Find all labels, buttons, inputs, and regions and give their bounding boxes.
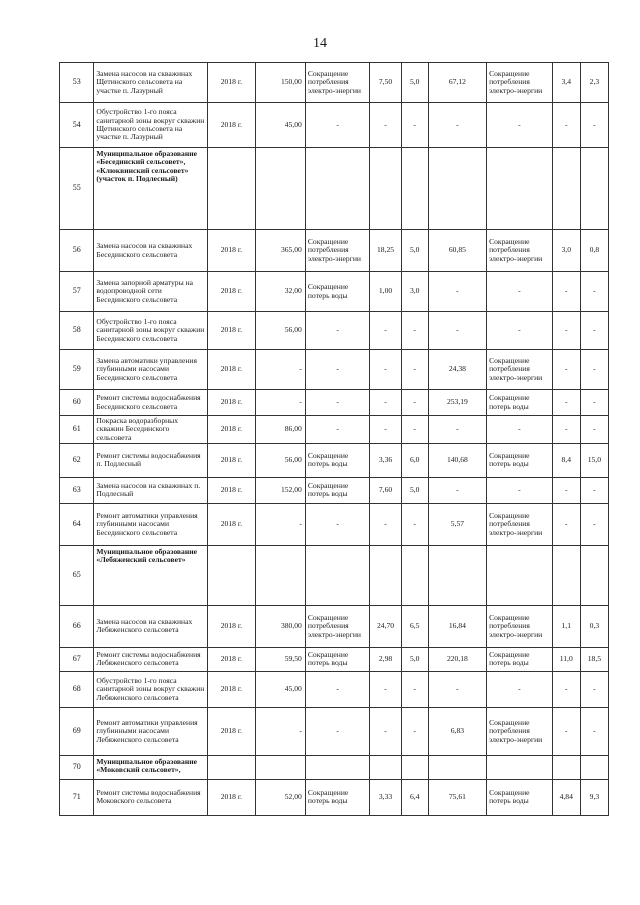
cost-cell: 59,50 [255, 647, 305, 671]
value-cell: 3,36 [370, 443, 401, 477]
value-cell: 3,0 [552, 230, 580, 272]
year-cell [207, 545, 255, 605]
value-cell: - [552, 312, 580, 350]
value-cell [580, 545, 608, 605]
effect-cell [487, 148, 553, 230]
value-cell: - [370, 503, 401, 545]
year-cell: 2018 г. [207, 390, 255, 416]
measure-name: Ремонт автоматики управления глубинными насосами Лебяженского сельсовета [94, 707, 208, 755]
measure-name: Ремонт системы водоснабжения Бесединского сельсовета [94, 390, 208, 416]
year-cell: 2018 г. [207, 63, 255, 103]
row-number: 66 [60, 605, 94, 647]
value-cell: - [552, 272, 580, 312]
table-row [60, 272, 609, 312]
row-number: 65 [60, 545, 94, 605]
value-cell: - [580, 503, 608, 545]
measure-name: Муниципальное образование «Лебяженский сельсовет» [94, 545, 208, 605]
value-cell: 2,3 [580, 63, 608, 103]
value-cell: - [401, 671, 428, 707]
value-cell: 3,4 [552, 63, 580, 103]
cost-cell: 56,00 [255, 312, 305, 350]
value-cell: - [370, 671, 401, 707]
effect-cell [305, 755, 370, 779]
value-cell [428, 545, 486, 605]
value-cell: - [401, 312, 428, 350]
year-cell: 2018 г. [207, 671, 255, 707]
year-cell: 2018 г. [207, 503, 255, 545]
effect-cell: Сокращение потерь воды [305, 779, 370, 815]
value-cell: 6,83 [428, 707, 486, 755]
effect-cell: - [487, 671, 553, 707]
table-row [60, 312, 609, 350]
value-cell: 18,5 [580, 647, 608, 671]
value-cell [552, 545, 580, 605]
measure-name: Замена насосов на скважинах Щетинского сельсовета на участке п. Лазурный [94, 63, 208, 103]
year-cell: 2018 г. [207, 707, 255, 755]
measure-name: Замена запорной арматуры на водопроводной сети Бесединского сельсовета [94, 272, 208, 312]
year-cell: 2018 г. [207, 103, 255, 148]
effect-cell: Сокращение потребления электро-энергии [487, 707, 553, 755]
value-cell: - [552, 671, 580, 707]
value-cell: 5,0 [401, 647, 428, 671]
value-cell: 140,68 [428, 443, 486, 477]
value-cell: 1,1 [552, 605, 580, 647]
value-cell: 5,0 [401, 477, 428, 503]
row-number: 54 [60, 103, 94, 148]
value-cell: - [401, 103, 428, 148]
value-cell: 6,5 [401, 605, 428, 647]
cost-cell: 52,00 [255, 779, 305, 815]
value-cell: - [401, 416, 428, 444]
measure-name: Замена насосов на скважинах п. Подлесный [94, 477, 208, 503]
value-cell: 1,00 [370, 272, 401, 312]
table-row [60, 63, 609, 103]
value-cell: 6,4 [401, 779, 428, 815]
value-cell: 11,0 [552, 647, 580, 671]
measure-name: Муниципальное образование «Моковский сельсовет», [94, 755, 208, 779]
value-cell: - [370, 312, 401, 350]
effect-cell: - [305, 103, 370, 148]
year-cell: 2018 г. [207, 350, 255, 390]
table-row [60, 103, 609, 148]
value-cell [370, 148, 401, 230]
year-cell: 2018 г. [207, 605, 255, 647]
effect-cell [305, 148, 370, 230]
row-number: 63 [60, 477, 94, 503]
value-cell: 6,0 [401, 443, 428, 477]
cost-cell: 150,00 [255, 63, 305, 103]
value-cell [552, 755, 580, 779]
value-cell: 3,0 [401, 272, 428, 312]
effect-cell: - [305, 416, 370, 444]
measure-name: Замена автоматики управления глубинными насосами Бесединского сельсовета [94, 350, 208, 390]
year-cell [207, 755, 255, 779]
effect-cell [487, 755, 553, 779]
value-cell: 18,25 [370, 230, 401, 272]
row-number: 59 [60, 350, 94, 390]
row-number: 68 [60, 671, 94, 707]
table-row [60, 779, 609, 815]
year-cell [207, 148, 255, 230]
year-cell: 2018 г. [207, 272, 255, 312]
effect-cell: Сокращение потребления электро-энергии [305, 230, 370, 272]
value-cell: - [580, 312, 608, 350]
year-cell: 2018 г. [207, 477, 255, 503]
value-cell: 60,85 [428, 230, 486, 272]
effect-cell: - [487, 477, 553, 503]
value-cell: 24,38 [428, 350, 486, 390]
value-cell [370, 755, 401, 779]
row-number: 69 [60, 707, 94, 755]
value-cell: - [552, 350, 580, 390]
effect-cell: - [487, 103, 553, 148]
value-cell: 4,84 [552, 779, 580, 815]
value-cell [428, 755, 486, 779]
table-row [60, 230, 609, 272]
effect-cell: Сокращение потребления электро-энергии [487, 503, 553, 545]
value-cell [580, 148, 608, 230]
value-cell: 5,57 [428, 503, 486, 545]
table-row [60, 755, 609, 779]
value-cell: - [428, 416, 486, 444]
value-cell: 5,0 [401, 230, 428, 272]
effect-cell: - [487, 416, 553, 444]
effect-cell: Сокращение потерь воды [305, 443, 370, 477]
cost-cell: 45,00 [255, 103, 305, 148]
measure-name: Замена насосов на скважинах Бесединского сельсовета [94, 230, 208, 272]
row-number: 62 [60, 443, 94, 477]
value-cell: 0,8 [580, 230, 608, 272]
effect-cell: - [305, 707, 370, 755]
effect-cell: - [305, 503, 370, 545]
value-cell: - [401, 503, 428, 545]
measure-name: Обустройство 1-го пояса санитарной зоны вокруг скважин Щетинского сельсовета на участке п. Лазурный [94, 103, 208, 148]
row-number: 58 [60, 312, 94, 350]
table-row [60, 707, 609, 755]
row-number: 56 [60, 230, 94, 272]
cost-cell: - [255, 707, 305, 755]
year-cell: 2018 г. [207, 443, 255, 477]
value-cell: - [428, 103, 486, 148]
cost-cell [255, 545, 305, 605]
effect-cell [487, 545, 553, 605]
value-cell: 220,18 [428, 647, 486, 671]
measure-name: Обустройство 1-го пояса санитарной зоны вокруг скважин Бесединского сельсовета [94, 312, 208, 350]
table-row [60, 350, 609, 390]
value-cell: - [552, 503, 580, 545]
value-cell: 24,70 [370, 605, 401, 647]
value-cell: - [580, 671, 608, 707]
value-cell: - [580, 477, 608, 503]
effect-cell [305, 545, 370, 605]
value-cell: - [552, 416, 580, 444]
cost-cell: - [255, 350, 305, 390]
table-row [60, 416, 609, 444]
measures-table [59, 62, 609, 816]
value-cell: - [401, 390, 428, 416]
value-cell [401, 148, 428, 230]
effect-cell: - [487, 272, 553, 312]
cost-cell [255, 148, 305, 230]
table-row [60, 503, 609, 545]
table-row [60, 647, 609, 671]
year-cell: 2018 г. [207, 312, 255, 350]
cost-cell: 86,00 [255, 416, 305, 444]
value-cell: - [552, 707, 580, 755]
row-number: 57 [60, 272, 94, 312]
measure-name: Ремонт системы водоснабжения Лебяженского сельсовета [94, 647, 208, 671]
value-cell: - [428, 477, 486, 503]
table-row [60, 671, 609, 707]
value-cell: - [428, 272, 486, 312]
value-cell [428, 148, 486, 230]
value-cell: - [552, 477, 580, 503]
row-number: 61 [60, 416, 94, 444]
value-cell: - [370, 416, 401, 444]
effect-cell: Сокращение потребления электро-энергии [305, 605, 370, 647]
year-cell: 2018 г. [207, 416, 255, 444]
measure-name: Ремонт системы водоснабжения Моковского сельсовета [94, 779, 208, 815]
year-cell: 2018 г. [207, 779, 255, 815]
table-row [60, 545, 609, 605]
effect-cell: Сокращение потерь воды [305, 272, 370, 312]
effect-cell: Сокращение потребления электро-энергии [305, 63, 370, 103]
value-cell: - [370, 707, 401, 755]
cost-cell: 32,00 [255, 272, 305, 312]
effect-cell: - [305, 350, 370, 390]
value-cell: 9,3 [580, 779, 608, 815]
value-cell: - [580, 416, 608, 444]
value-cell: - [552, 390, 580, 416]
value-cell: - [370, 103, 401, 148]
value-cell: 8,4 [552, 443, 580, 477]
cost-cell: 56,00 [255, 443, 305, 477]
effect-cell: - [305, 390, 370, 416]
value-cell: - [401, 707, 428, 755]
effect-cell: - [305, 671, 370, 707]
measure-name: Замена насосов на скважинах Лебяженского сельсовета [94, 605, 208, 647]
row-number: 71 [60, 779, 94, 815]
value-cell: 2,98 [370, 647, 401, 671]
measure-name: Ремонт автоматики управления глубинными насосами Бесединского сельсовета [94, 503, 208, 545]
value-cell: 5,0 [401, 63, 428, 103]
value-cell [580, 755, 608, 779]
measure-name: Муниципальное образование «Бесединский сельсовет», «Клюквинский сельсовет» (участок п. Подлесный) [94, 148, 208, 230]
value-cell: 7,50 [370, 63, 401, 103]
row-number: 70 [60, 755, 94, 779]
effect-cell: Сокращение потребления электро-энергии [487, 63, 553, 103]
measure-name: Обустройство 1-го пояса санитарной зоны вокруг скважин Лебяженского сельсовета [94, 671, 208, 707]
table-row [60, 477, 609, 503]
effect-cell: Сокращение потребления электро-энергии [487, 605, 553, 647]
value-cell: 3,33 [370, 779, 401, 815]
value-cell [370, 545, 401, 605]
value-cell: - [580, 350, 608, 390]
effect-cell: Сокращение потерь воды [487, 443, 553, 477]
value-cell: - [580, 707, 608, 755]
effect-cell: Сокращение потерь воды [305, 477, 370, 503]
value-cell: - [580, 272, 608, 312]
effect-cell: Сокращение потерь воды [487, 647, 553, 671]
value-cell: - [370, 350, 401, 390]
row-number: 64 [60, 503, 94, 545]
cost-cell: 45,00 [255, 671, 305, 707]
row-number: 67 [60, 647, 94, 671]
table-row [60, 605, 609, 647]
cost-cell [255, 755, 305, 779]
row-number: 55 [60, 148, 94, 230]
effect-cell: Сокращение потерь воды [305, 647, 370, 671]
value-cell: 16,84 [428, 605, 486, 647]
value-cell: - [370, 390, 401, 416]
value-cell: 67,12 [428, 63, 486, 103]
value-cell [401, 755, 428, 779]
table-row [60, 148, 609, 230]
value-cell: - [401, 350, 428, 390]
row-number: 60 [60, 390, 94, 416]
table-row [60, 443, 609, 477]
value-cell: 75,61 [428, 779, 486, 815]
value-cell [552, 148, 580, 230]
value-cell: - [580, 390, 608, 416]
year-cell: 2018 г. [207, 647, 255, 671]
cost-cell: - [255, 503, 305, 545]
measure-name: Покраска водоразборных скважин Бесединского сельсовета [94, 416, 208, 444]
value-cell [401, 545, 428, 605]
cost-cell: 152,00 [255, 477, 305, 503]
cost-cell: 365,00 [255, 230, 305, 272]
value-cell: - [428, 671, 486, 707]
effect-cell: Сокращение потребления электро-энергии [487, 230, 553, 272]
value-cell: 253,19 [428, 390, 486, 416]
value-cell: 7,60 [370, 477, 401, 503]
effect-cell: Сокращение потребления электро-энергии [487, 350, 553, 390]
cost-cell: 380,00 [255, 605, 305, 647]
page-number: 14 [313, 36, 327, 51]
table-row [60, 390, 609, 416]
value-cell: - [580, 103, 608, 148]
effect-cell: - [487, 312, 553, 350]
effect-cell: Сокращение потерь воды [487, 779, 553, 815]
value-cell: 0,3 [580, 605, 608, 647]
cost-cell: - [255, 390, 305, 416]
value-cell: - [552, 103, 580, 148]
year-cell: 2018 г. [207, 230, 255, 272]
measure-name: Ремонт системы водоснабжения п. Подлесный [94, 443, 208, 477]
value-cell: 15,0 [580, 443, 608, 477]
effect-cell: Сокращение потерь воды [487, 390, 553, 416]
row-number: 53 [60, 63, 94, 103]
value-cell: - [428, 312, 486, 350]
effect-cell: - [305, 312, 370, 350]
